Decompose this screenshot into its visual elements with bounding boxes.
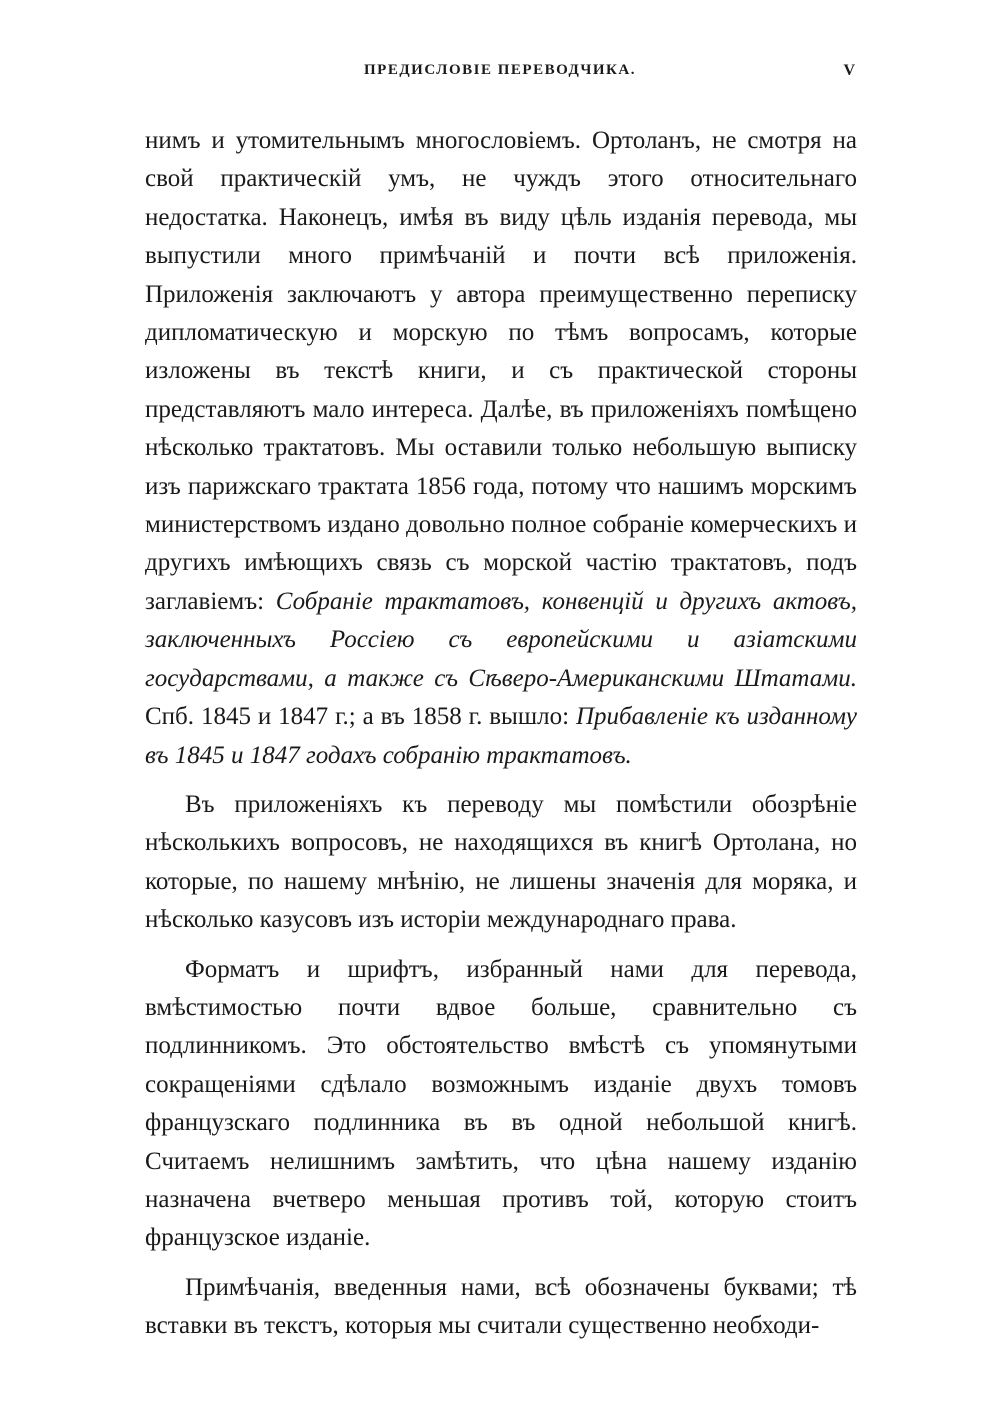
running-title: ПРЕДИСЛОВІЕ ПЕРЕВОДЧИКА. (364, 62, 636, 78)
italic-title: Прибавленіе къ изданному въ 1845 и 1847 годахъ собранію трактатовъ. (145, 703, 858, 769)
paragraph-text: Спб. 1845 и 1847 г.; а въ 1858 г. вышло: (145, 703, 570, 731)
paragraph-text: нимъ и утомительнымъ многословіемъ. Ортоланъ, не смотря на свой практическій умъ, не чуждъ этого относительнаго недостатка. Наконецъ, имѣя въ виду цѣль изданія перевода, мы выпустили много примѣчаній и почти всѣ приложенія. Приложенія заключаютъ у автора преимущественно переписку дипломатическую и морскую по тѣмъ вопросамъ, которые изложены въ текстѣ книги, и съ практической стороны представляютъ мало интереса. Далѣе, въ приложеніяхъ помѣщено нѣсколько трактатовъ. Мы оставили только небольшую выписку изъ парижскаго трактата 1856 года, потому что нашимъ морскимъ министерствомъ издано довольно полное собраніе комерческихъ и другихъ имѣющихъ связь съ морской частію трактатовъ, подъ заглавіемъ: (145, 127, 857, 615)
paragraph: Форматъ и шрифтъ, избранный нами для перевода, вмѣстимостью почти вдвое больше, сравнительно съ подлинникомъ. Это обстоятельство вмѣстѣ съ упомянутыми сокращеніями сдѣлало возможнымъ изданіе двухъ томовъ французскаго подлинника въ въ одной небольшой книгѣ. Считаемъ нелишнимъ замѣтить, что цѣна нашему изданію назначена вчетверо меньшая противъ той, которую стоитъ французское изданіе. (145, 955, 857, 1252)
italic-title: Собраніе трактатовъ, конвенцій и другихъ актовъ, заключенныхъ Россіею съ европейскими и азіатскими государствами, а также съ Сѣверо-Американскими Штатами. (145, 587, 858, 692)
running-head (145, 62, 855, 86)
paragraph: Въ приложеніяхъ къ переводу мы помѣстили обозрѣніе нѣсколькихъ вопросовъ, не находящихся въ книгѣ Ортолана, но которые, по нашему мнѣнію, не лишены значенія для моряка, и нѣсколько казусовъ изъ исторіи международнаго права. (145, 790, 857, 934)
page-number: V (843, 62, 855, 79)
body-text (145, 122, 857, 1346)
paragraph: Примѣчанія, введенныя нами, всѣ обозначены буквами; тѣ вставки въ текстъ, которыя мы считали существенно необходи- (145, 1273, 857, 1340)
paragraph (145, 122, 857, 775)
